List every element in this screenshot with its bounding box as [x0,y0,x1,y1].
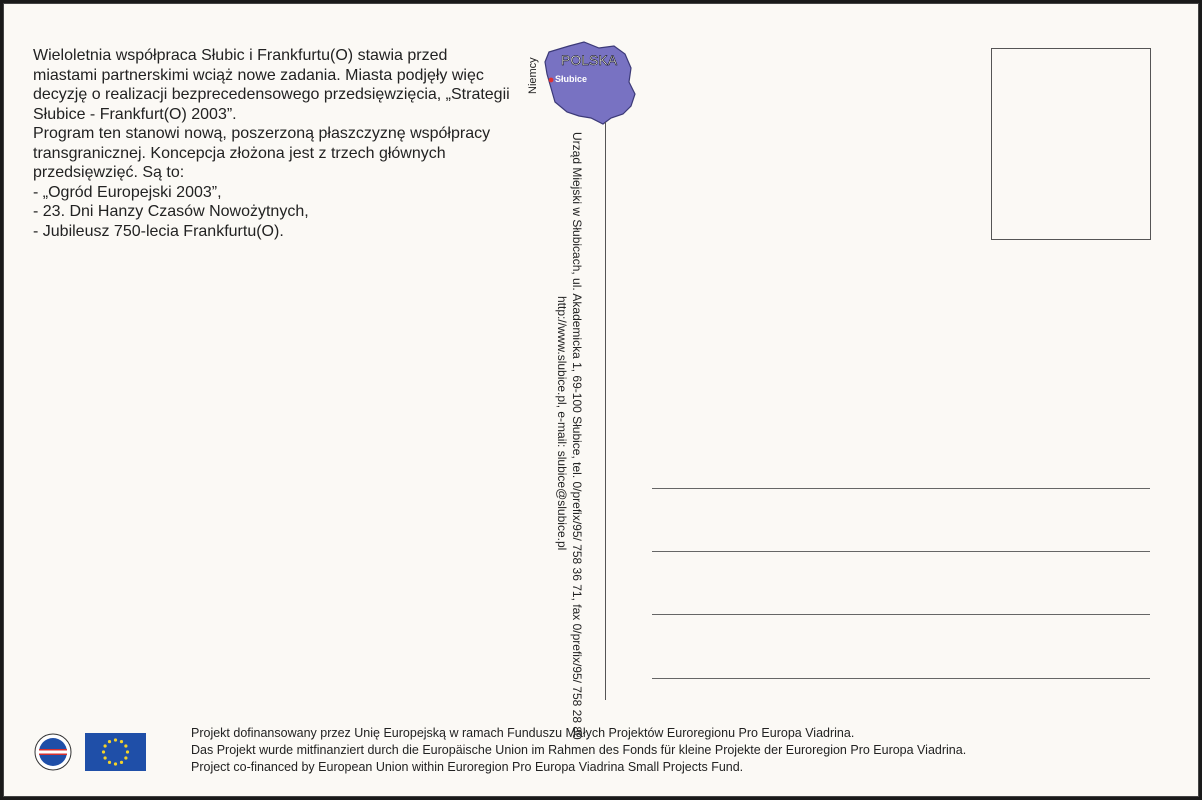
intro-paragraph-1: Wieloletnia współpraca Słubic i Frankfurtu(O) stawia przed miastami partnerskimi wciąż nowe zadania. Miasta podjęły więc decyzję o realizacji bezprecedensowego przedsięwzięcia, „Strategii Słubice - Frankfurt(O) 2003”. [33,47,510,123]
eu-star [102,750,105,753]
euroregion-logo-icon [34,733,72,771]
poland-map [539,38,644,128]
eu-star [104,744,107,747]
map-neighbor-label: Niemcy [527,57,539,94]
eu-flag-icon [85,733,146,771]
divider-line [605,122,606,700]
postcard-back [3,3,1199,797]
funding-note-en: Project co-financed by European Union within Euroregion Pro Europa Viadrina Small Projects Fund. [191,760,744,774]
address-line-blank-3 [652,614,1150,615]
intro-paragraph-2: Program ten stanowi nową, poszerzoną płaszczyznę współpracy transgranicznej. Koncepcja złożona jest z trzech głównych przedsięwzięć. Są to: [33,125,491,181]
eu-star [126,750,129,753]
eu-star [124,756,127,759]
eu-star [108,740,111,743]
funding-note [191,725,966,776]
address-line-1: Urząd Miejski w Słubicach, ul. Akademicka 1, 69-100 Słubice, tel. 0/prefix/95/ 758 36 71, fax 0/prefix/95/ 758 28 80 [570,132,584,740]
eu-star [120,740,123,743]
eu-star [120,761,123,764]
map-city-label: Słubice [555,74,588,84]
address-line-blank-1 [652,488,1150,489]
intro-text [33,46,513,241]
address-line-blank-4 [652,678,1150,679]
eu-star [114,762,117,765]
eu-star [114,738,117,741]
funding-note-pl: Projekt dofinansowany przez Unię Europejską w ramach Funduszu Małych Projektów Euroregionu Pro Europa Viadrina. [191,726,855,740]
address-line-2: http://www.slubice.pl, e-mail: slubice@slubice.pl [555,296,569,551]
eu-star [108,761,111,764]
intro-item-1: - „Ogród Europejski 2003”, [33,183,222,201]
funding-note-de: Das Projekt wurde mitfinanziert durch die Europäische Union im Rahmen des Fonds für kleine Projekte der Euroregion Pro Europa Viadrina. [191,743,967,757]
address-line-blank-2 [652,551,1150,552]
intro-item-2: - 23. Dni Hanzy Czasów Nowożytnych, [33,203,309,220]
eu-star [124,744,127,747]
eu-star [104,756,107,759]
stamp-box [991,48,1151,240]
map-country-label: POLSKA [561,52,618,68]
slubice-dot [549,78,554,83]
intro-item-3: - Jubileusz 750-lecia Frankfurtu(O). [33,222,284,240]
